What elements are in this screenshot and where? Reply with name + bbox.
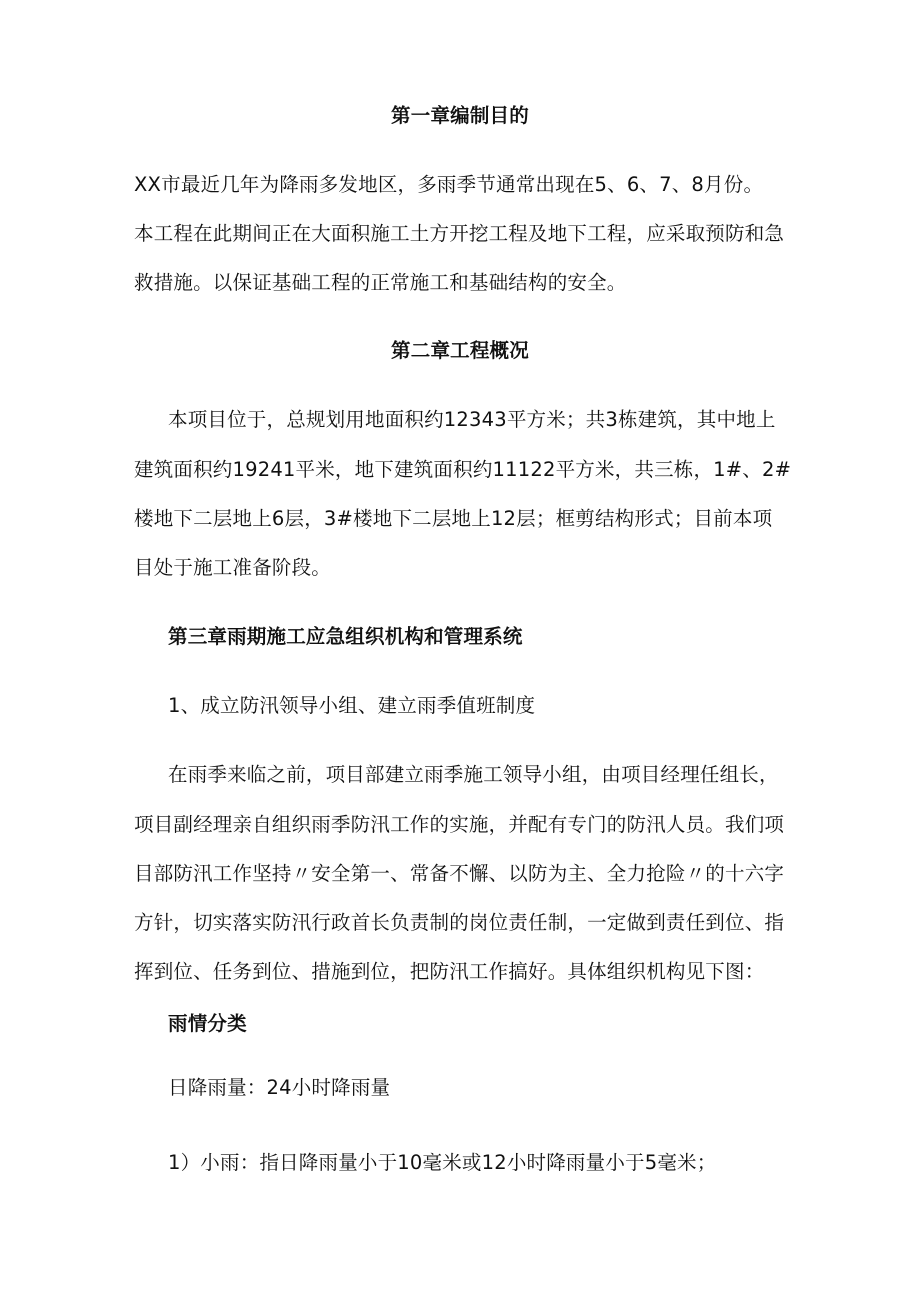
chapter1-line-3: 救措施。以保证基础工程的正常施工和基础结构的安全。: [134, 271, 627, 294]
chapter2-line-1: 本项目位于，总规划用地面积约12343平方米；共3栋建筑，其中地上: [168, 408, 776, 431]
chapter3-line-2: 项目副经理亲自组织雨季防汛工作的实施，并配有专门的防汛人员。我们项: [134, 813, 785, 836]
chapter3-line-1: 在雨季来临之前，项目部建立雨季施工领导小组，由项目经理任组长，: [168, 763, 779, 786]
chapter2-line-3: 楼地下二层地上6层，3#楼地下二层地上12层；框剪结构形式；目前本项: [134, 507, 773, 530]
chapter3-title: 第三章雨期施工应急组织机构和管理系统: [168, 625, 523, 648]
rain-class-title: 雨情分类: [168, 1012, 247, 1035]
chapter3-line-4: 方针，切实落实防汛行政首长负责制的岗位责任制，一定做到责任到位、指: [134, 911, 785, 934]
chapter1-line-2: 本工程在此期间正在大面积施工土方开挖工程及地下工程，应采取预防和急: [134, 222, 785, 245]
chapter1-title: 第一章编制目的: [391, 104, 529, 127]
chapter3-line-5: 挥到位、任务到位、措施到位，把防汛工作搞好。具体组织机构见下图：: [134, 960, 765, 983]
chapter3-line-3: 目部防汛工作坚持〃安全第一、常备不懈、以防为主、全力抢险〃的十六字: [134, 862, 785, 885]
section1-title: 1、成立防汛领导小组、建立雨季值班制度: [168, 694, 536, 717]
light-rain-definition: 1）小雨：指日降雨量小于10毫米或12小时降雨量小于5毫米；: [168, 1151, 717, 1174]
daily-rain-definition: 日降雨量：24小时降雨量: [168, 1076, 391, 1099]
chapter2-line-2: 建筑面积约19241平米，地下建筑面积约11122平方米，共三栋，1#、2#: [134, 458, 792, 481]
chapter2-line-4: 目处于施工准备阶段。: [134, 556, 332, 579]
chapter1-line-1: XX市最近几年为降雨多发地区，多雨季节通常出现在5、6、7、8月份。: [134, 173, 764, 196]
chapter2-title: 第二章工程概况: [391, 339, 529, 362]
